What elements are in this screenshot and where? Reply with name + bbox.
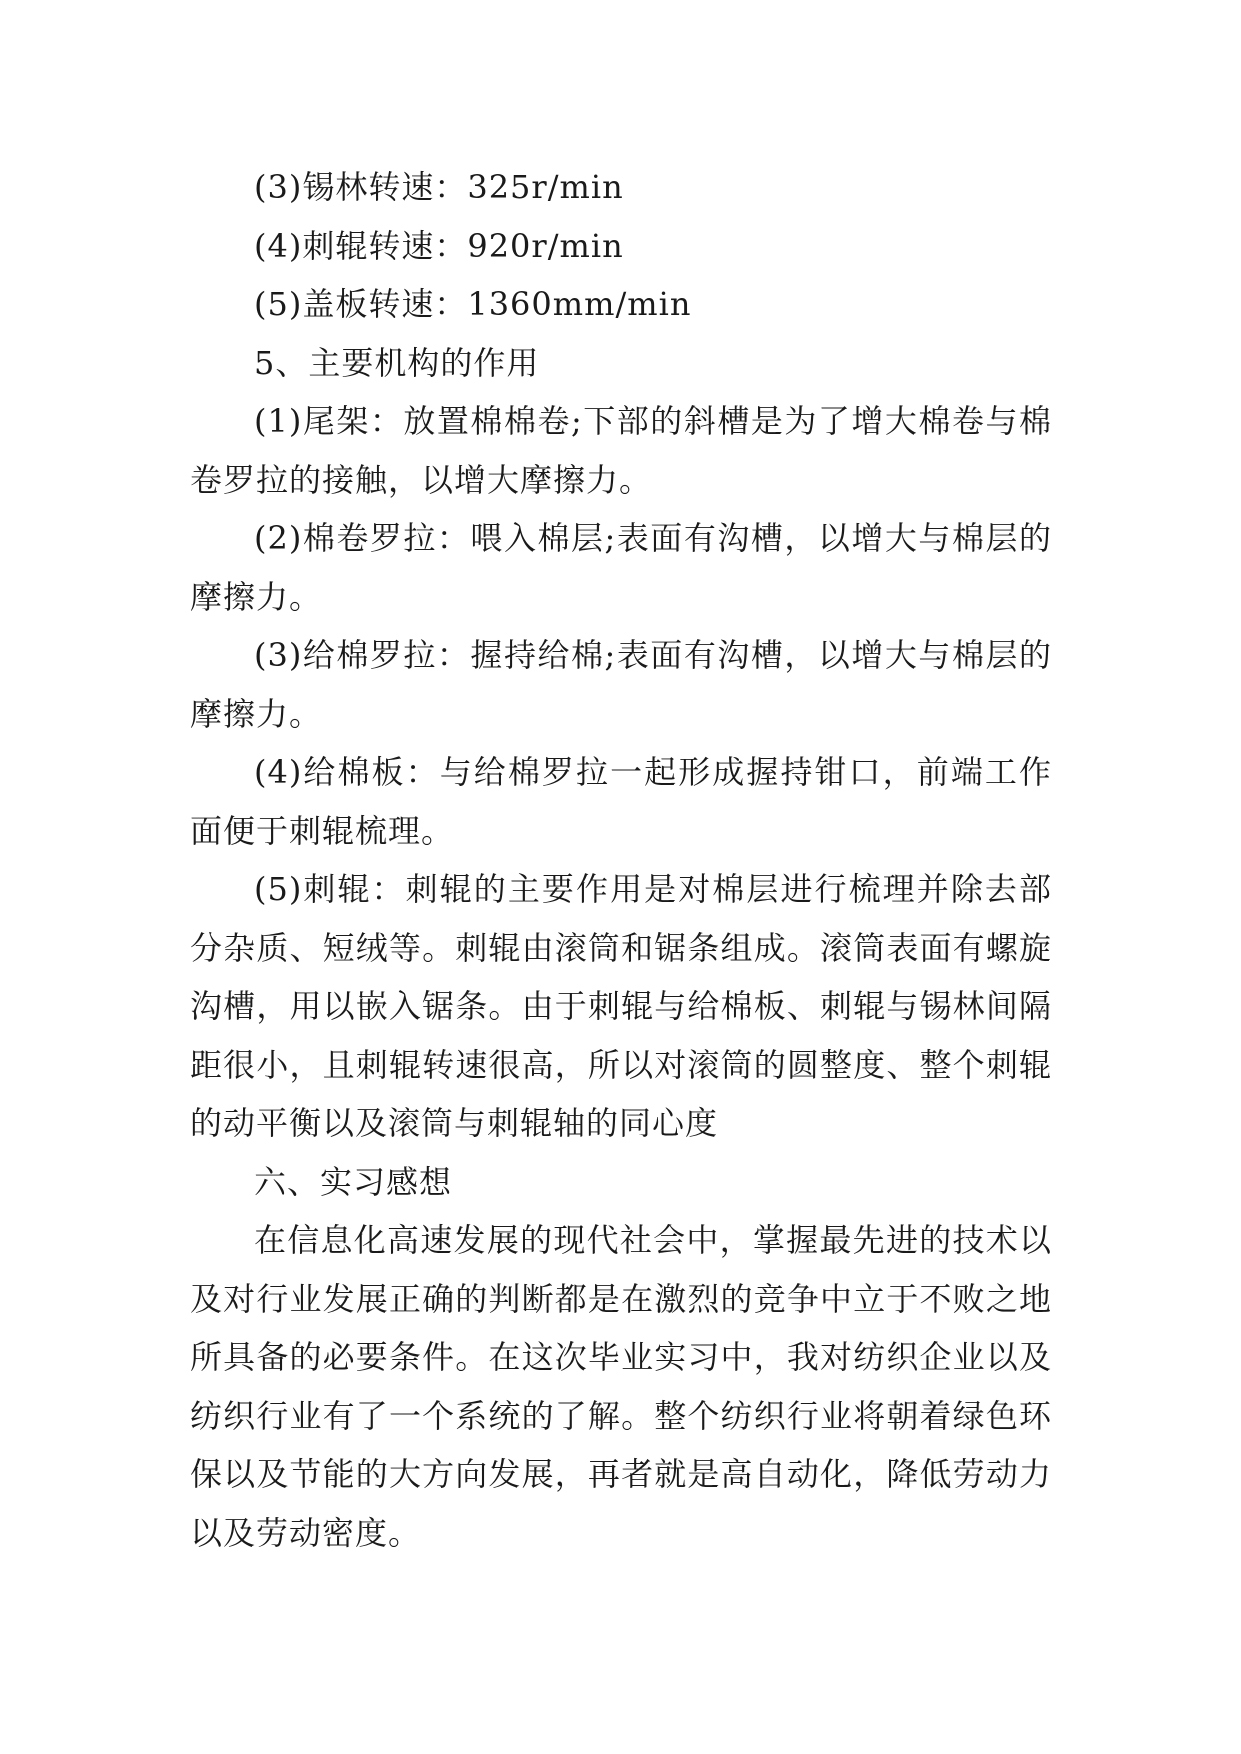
paragraph-flat-speed: (5)盖板转速：1360mm/min: [254, 285, 692, 323]
paragraph-tail-frame: (1)尾架：放置棉棉卷;下部的斜槽是为了增大棉卷与棉卷罗拉的接触，以增大摩擦力。: [190, 402, 1052, 499]
section-heading-main-mechanisms: 5、主要机构的作用: [254, 343, 540, 382]
document-body: [190, 158, 1052, 1562]
section-heading-reflections: 六、实习感想: [254, 1162, 453, 1201]
paragraph-lap-roller: (2)棉卷罗拉：喂入棉层;表面有沟槽，以增大与棉层的摩擦力。: [190, 519, 1052, 616]
paragraph-licker-in: (5)刺辊：刺辊的主要作用是对棉层进行梳理并除去部分杂质、短绒等。刺辊由滚筒和锯条组成。滚筒表面有螺旋沟槽，用以嵌入锯条。由于刺辊与给棉板、刺辊与锡林间隔距很小，且刺辊转速很高，所以对滚筒的圆整度、整个刺辊的动平衡以及滚筒与刺辊轴的同心度: [190, 870, 1052, 1142]
paragraph-feed-plate: (4)给棉板：与给棉罗拉一起形成握持钳口，前端工作面便于刺辊梳理。: [190, 753, 1052, 850]
paragraph-licker-in-speed: (4)刺辊转速：920r/min: [254, 226, 624, 265]
paragraph-reflections: 在信息化高速发展的现代社会中，掌握最先进的技术以及对行业发展正确的判断都是在激烈的竞争中立于不败之地所具备的必要条件。在这次毕业实习中，我对纺织企业以及纺织行业有了一个系统的了解。整个纺织行业将朝着绿色环保以及节能的大方向发展，再者就是高自动化，降低劳动力以及劳动密度。: [190, 1221, 1052, 1552]
paragraph-cylinder-speed: (3)锡林转速：325r/min: [254, 168, 624, 206]
paragraph-feed-roller: (3)给棉罗拉：握持给棉;表面有沟槽，以增大与棉层的摩擦力。: [190, 636, 1052, 733]
